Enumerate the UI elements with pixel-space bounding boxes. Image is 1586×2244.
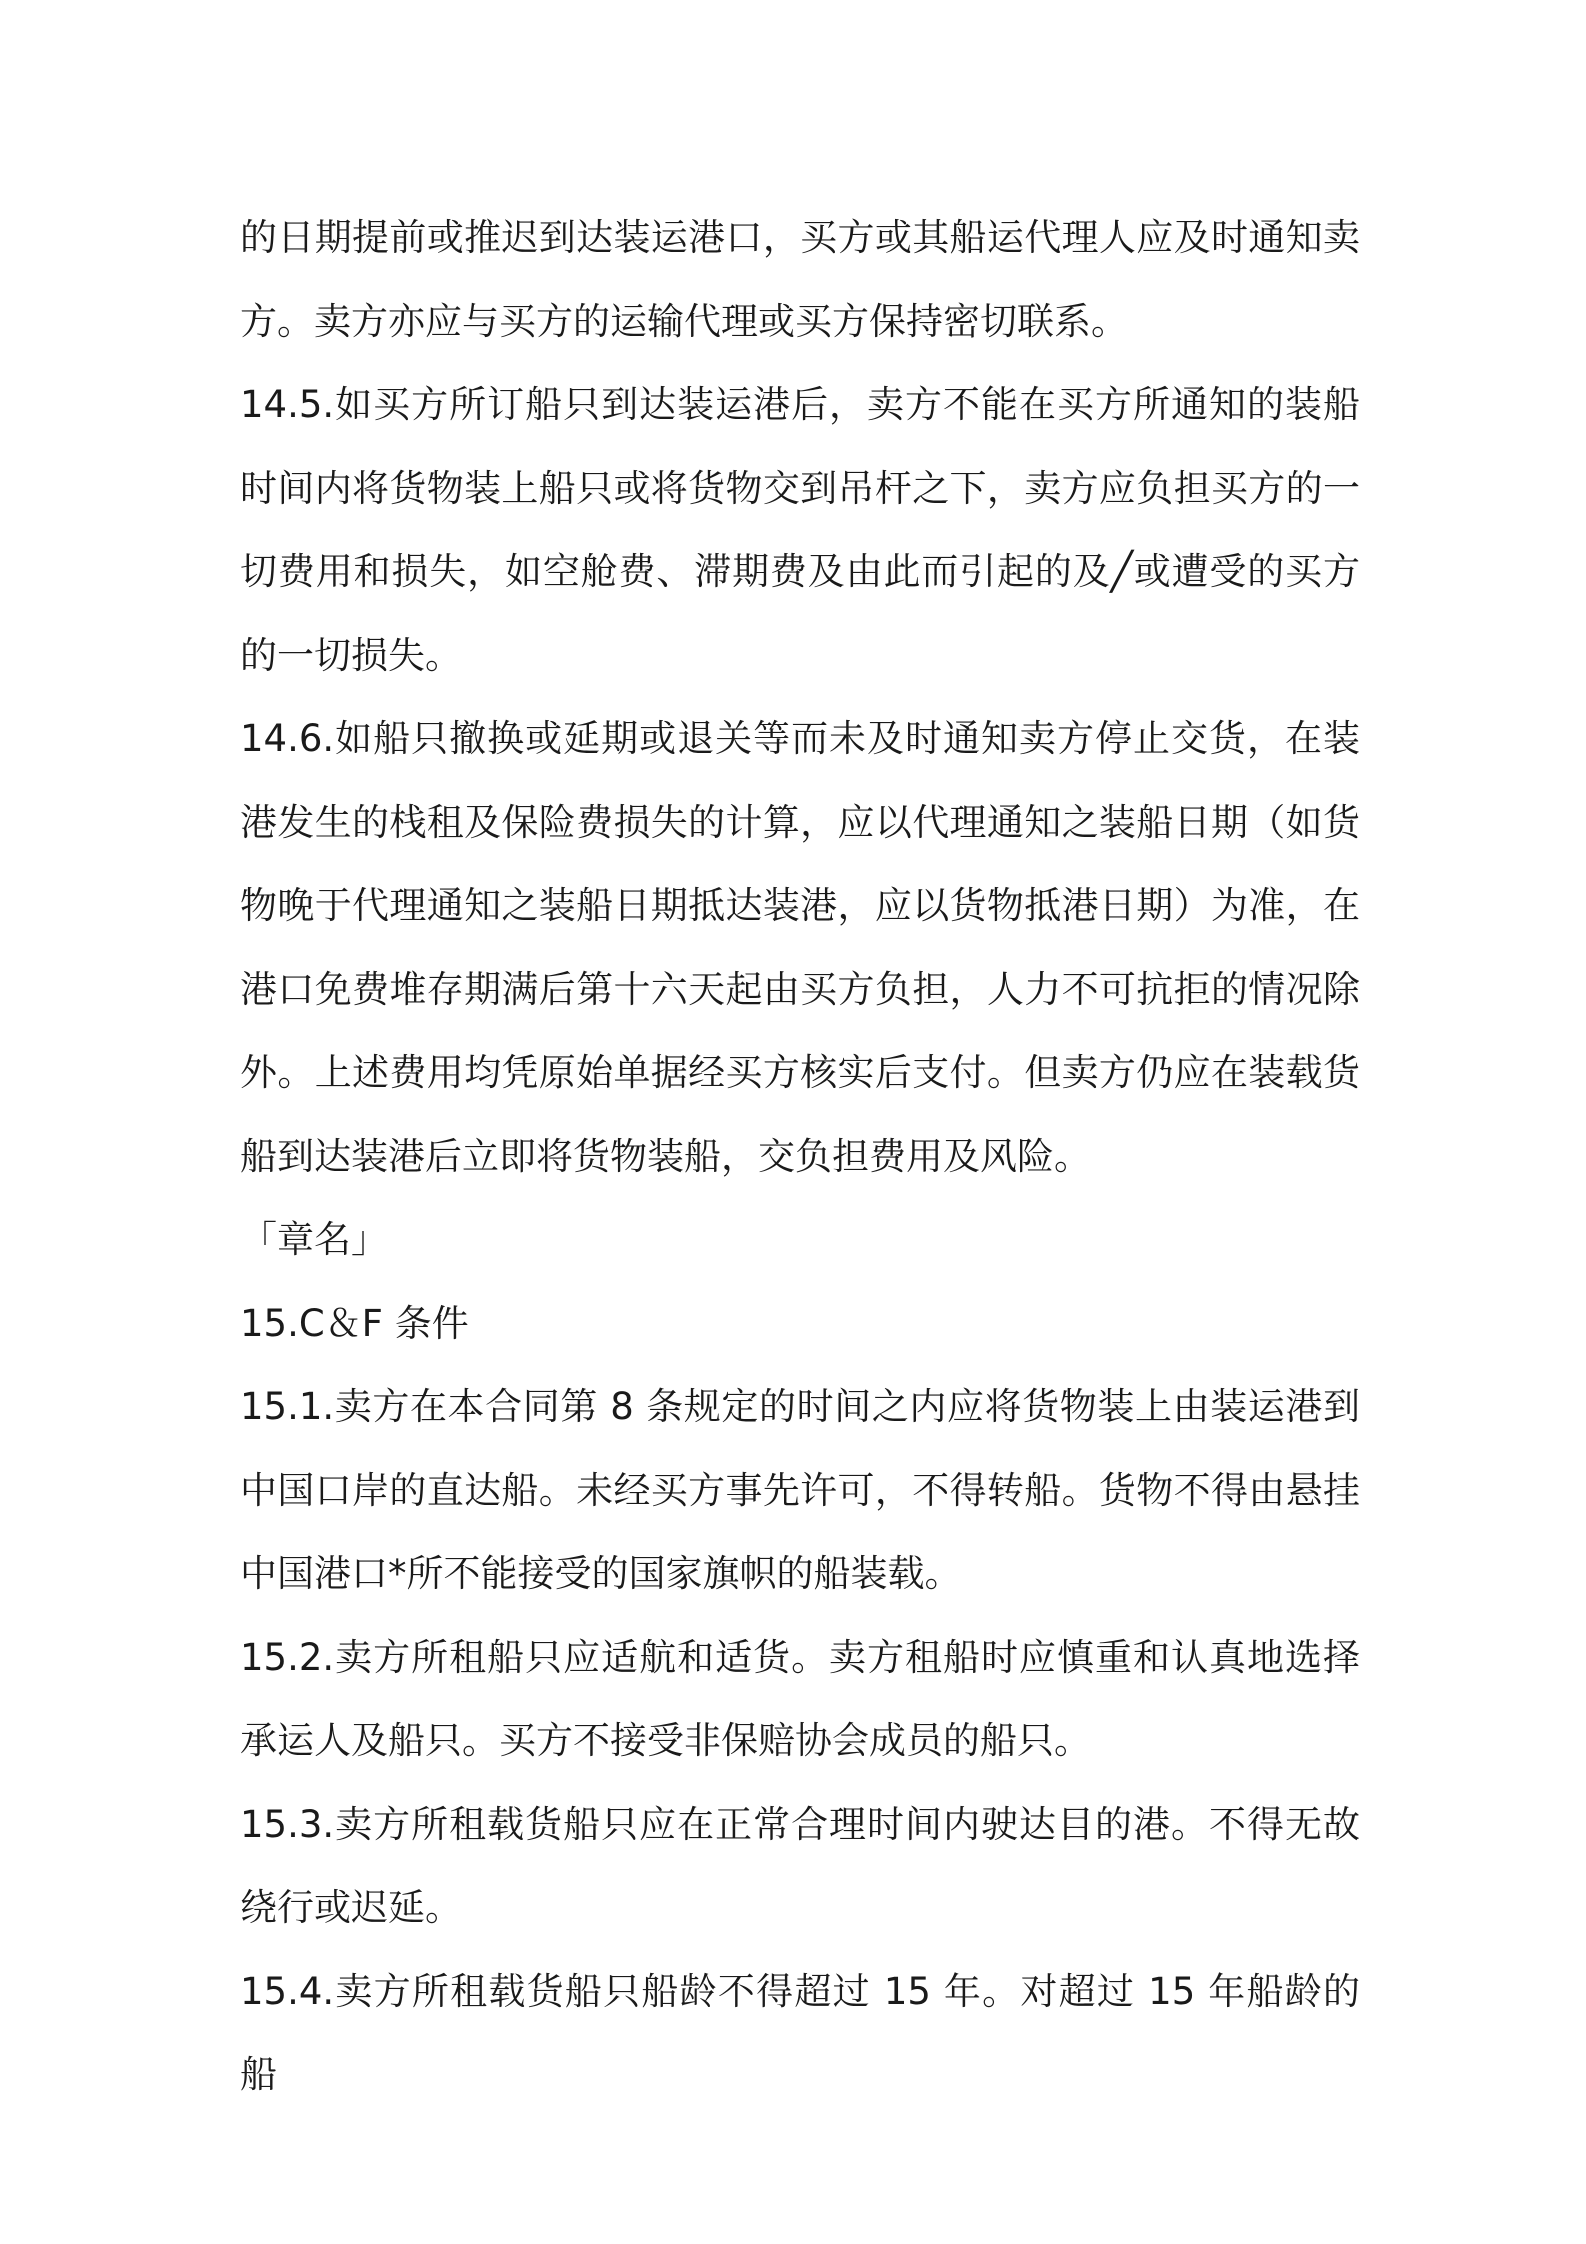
chapter-name-placeholder: 「章名」 [240,1218,388,1261]
paragraph-14-6: 14.6.如船只撤换或延期或退关等而未及时通知卖方停止交货，在装港发生的栈租及保险费损失的计算，应以代理通知之装船日期（如货物晚于代理通知之装船日期抵达装港，应以货物抵港日期）为准，在港口免费堆存期满后第十六天起由买方负担，人力不可抗拒的情况除外。上述费用均凭原始单据经买方核实后支付。但卖方仍应在装载货船到达装港后立即将货物装船，交负担费用及风险。 [240,717,1360,1178]
document-page [240,196,1360,2117]
section-heading-15: 15.C＆F 条件 [240,1301,469,1345]
paragraph-15-3: 15.3.卖方所租载货船只应在正常合理时间内驶达目的港。不得无故绕行或迟延。 [240,1802,1360,1929]
paragraph-15-2: 15.2.卖方所租船只应适航和适货。卖方租船时应慎重和认真地选择承运人及船只。买方不接受非保赔协会成员的船只。 [240,1635,1360,1762]
paragraph-14-5: 14.5.如买方所订船只到达装运港后，卖方不能在买方所通知的装船时间内将货物装上船只或将货物交到吊杆之下，卖方应负担买方的一切费用和损失，如空舱费、滞期费及由此而引起的及╱或遭受的买方的一切损失。 [240,383,1360,677]
paragraph-15-4: 15.4.卖方所租载货船只船龄不得超过 15 年。对超过 15 年船龄的船 [240,1969,1360,2096]
paragraph-15-1: 15.1.卖方在本合同第 8 条规定的时间之内应将货物装上由装运港到中国口岸的直达船。未经买方事先许可，不得转船。货物不得由悬挂中国港口*所不能接受的国家旗帜的船装载。 [240,1385,1360,1595]
paragraph-shipping-notice: 的日期提前或推迟到达装运港口，买方或其船运代理人应及时通知卖方。卖方亦应与买方的运输代理或买方保持密切联系。 [240,216,1360,343]
